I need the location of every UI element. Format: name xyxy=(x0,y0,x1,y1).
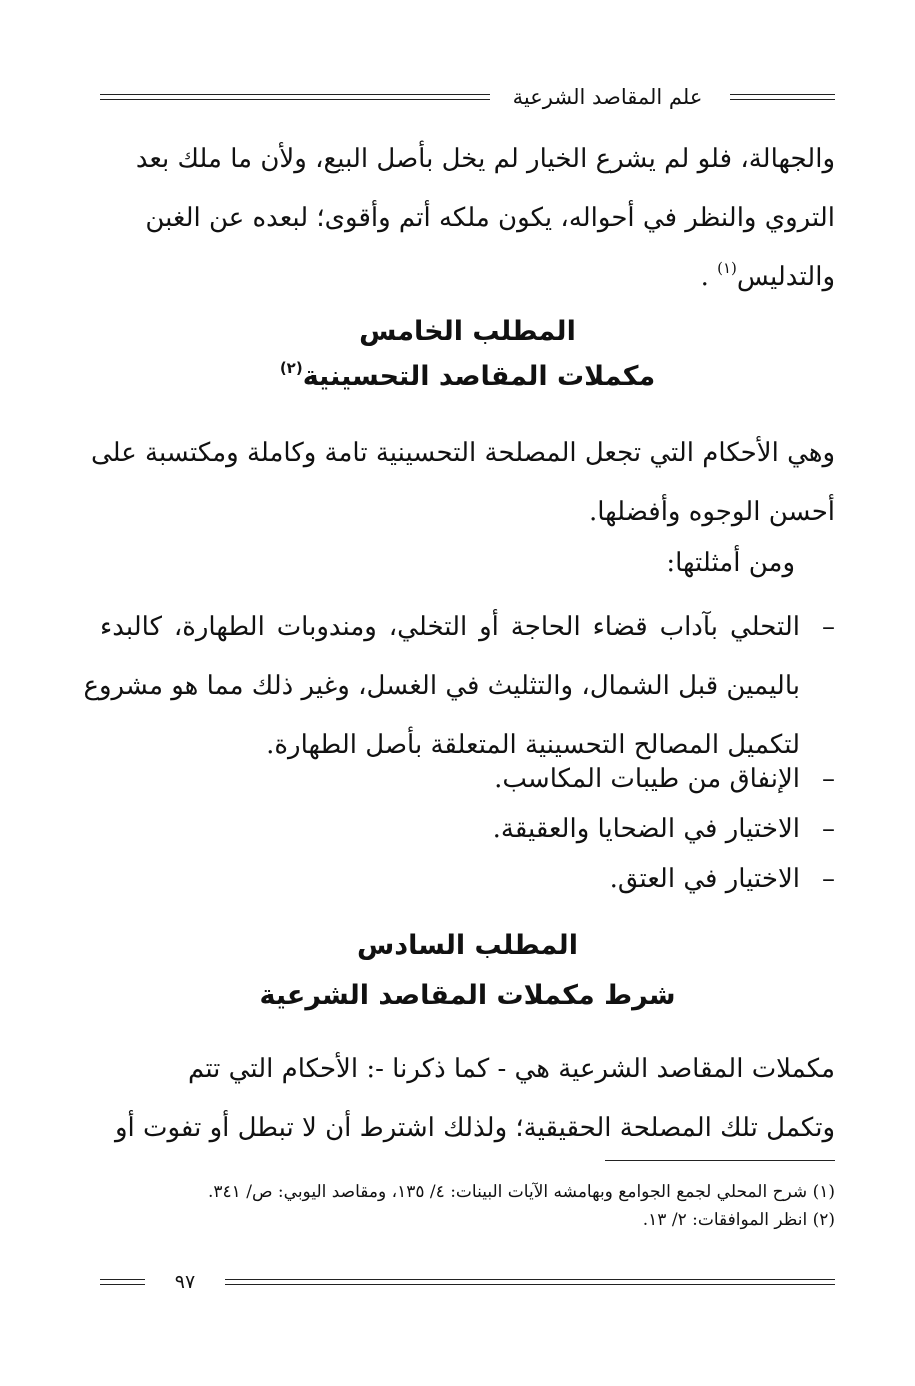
example-item-body xyxy=(100,850,800,909)
paragraph-last-line xyxy=(100,248,835,307)
footnote-1: (١) شرح المحلي لجمع الجوامع وبهامشه الآيات البينات: ٤/ ١٣٥، ومقاصد اليوبي: ص/ ٣٤١. xyxy=(208,1182,835,1202)
section-5-subtitle-text: مكملات المقاصد التحسينية xyxy=(302,361,656,392)
footer-rule-right-2 xyxy=(225,1284,835,1285)
paragraph-1 xyxy=(100,130,835,307)
paragraph-end: . xyxy=(700,262,709,292)
header-rule-left xyxy=(100,94,490,95)
page-number: ٩٧ xyxy=(174,1271,196,1293)
footnote-ref-2: (٢) xyxy=(279,359,303,377)
paragraph-line: وهي الأحكام التي تجعل المصلحة التحسينية تامة وكاملة ومكتسبة على xyxy=(90,438,835,468)
paragraph-text: والتدليس xyxy=(736,262,835,292)
paragraph-line: أحسن الوجوه وأفضلها. xyxy=(588,497,835,527)
header-rule-left-2 xyxy=(100,99,490,100)
example-line: التحلي بآداب قضاء الحاجة أو التخلي، ومندوبات الطهارة، كالبدء xyxy=(100,612,800,642)
section-5-subtitle xyxy=(100,357,835,397)
footnote-ref-1: (١) xyxy=(717,259,737,277)
example-item-4 xyxy=(100,850,835,909)
footer-rule-right xyxy=(225,1279,835,1280)
header-rule-right xyxy=(730,94,835,95)
bullet-dash: – xyxy=(822,764,835,794)
example-line: الإنفاق من طيبات المكاسب. xyxy=(494,764,800,794)
paragraph-2 xyxy=(90,424,835,542)
paragraph-line: وتكمل تلك المصلحة الحقيقية؛ ولذلك اشترط أن لا تبطل أو تفوت أو xyxy=(114,1113,835,1143)
paragraph-line: والجهالة، فلو لم يشرع الخيار لم يخل بأصل البيع، ولأن ما ملك بعد xyxy=(135,144,835,174)
section-6-subtitle: شرط مكملات المقاصد الشرعية xyxy=(259,980,676,1011)
example-item-body xyxy=(83,598,800,775)
examples-intro xyxy=(100,534,835,593)
page-footer xyxy=(100,1270,835,1294)
bullet-dash: – xyxy=(822,612,835,642)
example-item-1 xyxy=(83,598,835,775)
footnote-separator xyxy=(605,1160,835,1161)
footnote-2: (٢) انظر الموافقات: ٢/ ١٣. xyxy=(642,1210,835,1230)
footer-rule-left xyxy=(100,1279,145,1280)
bullet-dash: – xyxy=(822,864,835,894)
paragraph-3 xyxy=(100,1040,835,1158)
example-line: لتكميل المصالح التحسينية المتعلقة بأصل الطهارة. xyxy=(266,730,800,760)
paragraph-line: مكملات المقاصد الشرعية هي - كما ذكرنا -: الأحكام التي تتم xyxy=(188,1054,835,1084)
section-5-title: المطلب الخامس xyxy=(359,316,576,347)
example-line: الاختيار في الضحايا والعقيقة. xyxy=(492,814,800,844)
header-title: علم المقاصد الشرعية xyxy=(512,85,703,109)
example-line: الاختيار في العتق. xyxy=(609,864,800,894)
example-line: باليمين قبل الشمال، والتثليث في الغسل، وغير ذلك مما هو مشروع xyxy=(83,671,800,701)
bullet-dash: – xyxy=(822,814,835,844)
section-6-title: المطلب السادس xyxy=(357,930,578,961)
running-header xyxy=(100,82,835,112)
footer-rule-left-2 xyxy=(100,1284,145,1285)
paragraph-line: التروي والنظر في أحواله، يكون ملكه أتم وأقوى؛ لبعده عن الغبن xyxy=(145,203,835,233)
header-rule-right-2 xyxy=(730,99,835,100)
examples-intro-text: ومن أمثلتها: xyxy=(666,548,795,578)
